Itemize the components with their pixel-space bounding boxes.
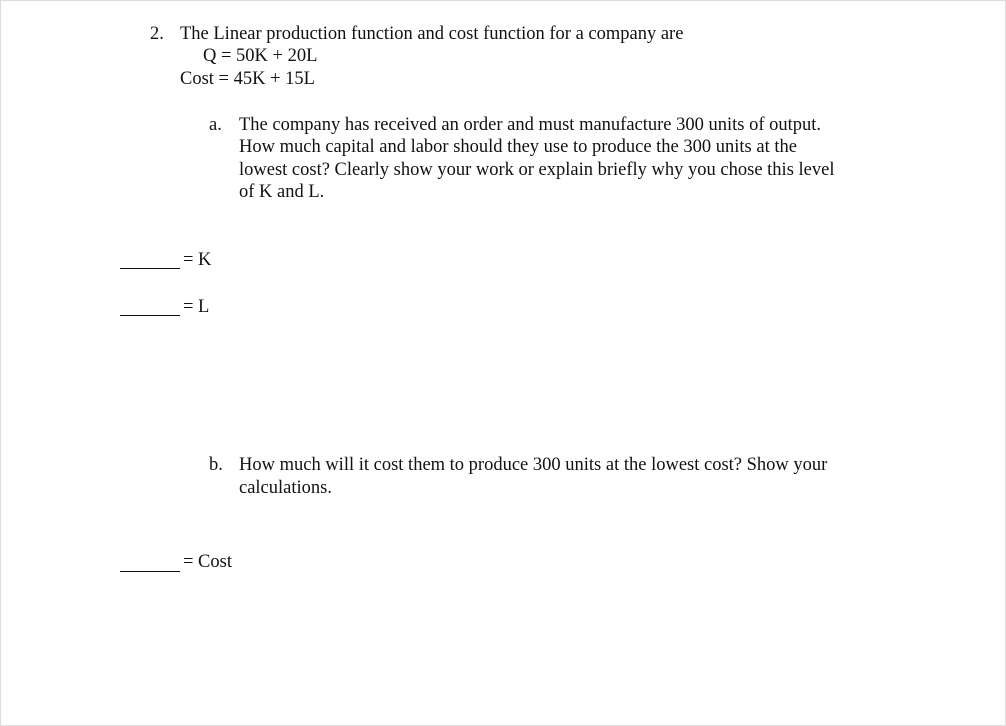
answer-k-label: = K bbox=[183, 250, 212, 270]
production-function: Q = 50K + 20L bbox=[203, 46, 318, 66]
part-b-label: b. bbox=[209, 455, 223, 475]
question-intro: The Linear production function and cost function for a company are bbox=[180, 24, 684, 44]
part-b-line-1: How much will it cost them to produce 300 units at the lowest cost? Show your bbox=[239, 455, 828, 475]
part-a-label: a. bbox=[209, 115, 222, 135]
answer-l-label: = L bbox=[183, 297, 210, 317]
part-a-line-4: of K and L. bbox=[239, 182, 325, 202]
answer-l-blank[interactable] bbox=[120, 315, 180, 316]
answer-k-blank[interactable] bbox=[120, 268, 180, 269]
part-b-line-2: calculations. bbox=[239, 478, 332, 498]
part-a-line-1: The company has received an order and must manufacture 300 units of output. bbox=[239, 115, 822, 135]
answer-cost-blank[interactable] bbox=[120, 571, 180, 572]
answer-cost-label: = Cost bbox=[183, 552, 232, 572]
question-number: 2. bbox=[150, 24, 164, 44]
cost-function: Cost = 45K + 15L bbox=[180, 69, 315, 89]
part-a-line-3: lowest cost? Clearly show your work or explain briefly why you chose this level bbox=[239, 160, 835, 180]
part-a-line-2: How much capital and labor should they use to produce the 300 units at the bbox=[239, 137, 797, 157]
